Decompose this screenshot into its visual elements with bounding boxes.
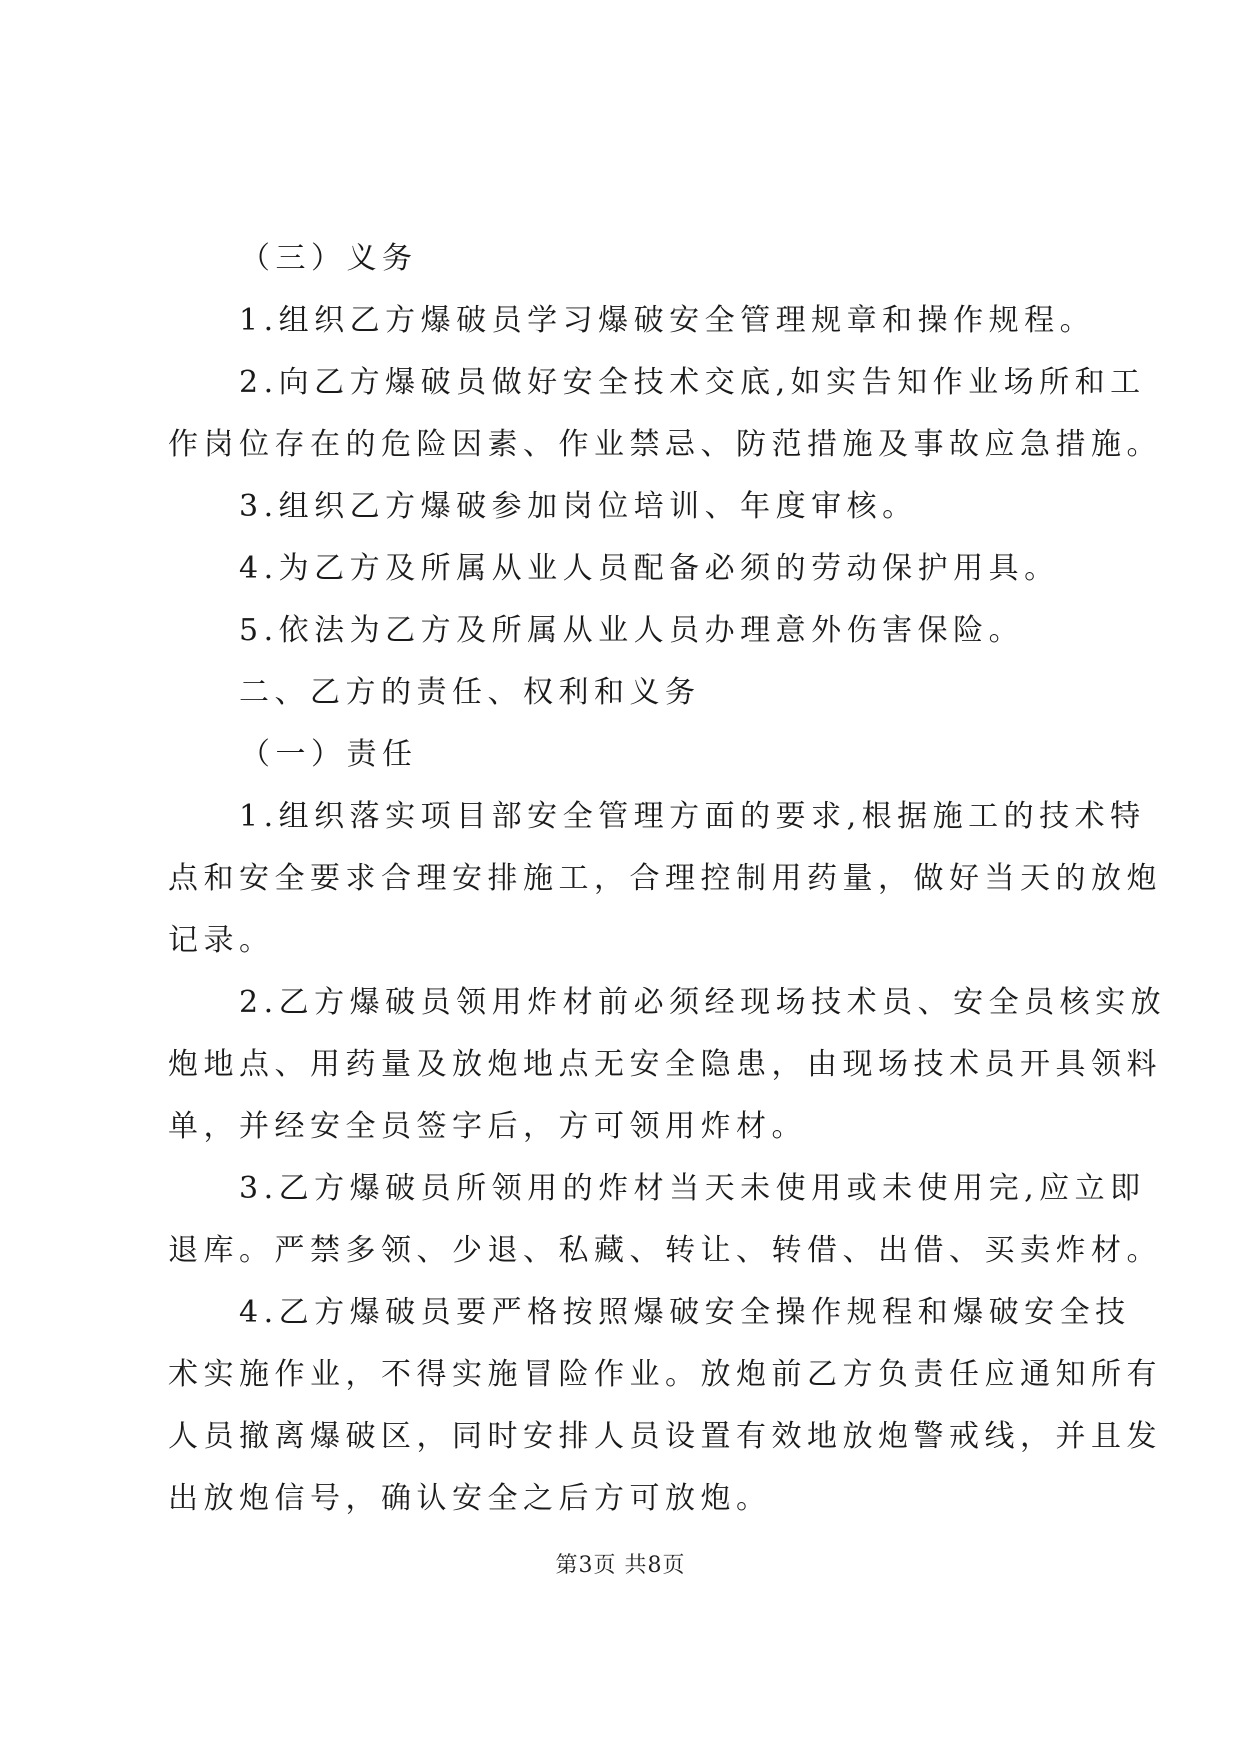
text-line: 3.乙方爆破员所领用的炸材当天未使用或未使用完,应立即 [168, 1171, 1146, 1206]
section-heading-obligations: （三）义务 [240, 241, 418, 276]
document-body [168, 228, 1167, 1530]
text-line: 作岗位存在的危险因素、作业禁忌、防范措施及事故应急措施。 [168, 427, 1162, 462]
text-line: 记录。 [168, 923, 275, 958]
text-line: 术实施作业，不得实施冒险作业。放炮前乙方负责任应通知所有 [168, 1357, 1162, 1392]
text-line: 1.组织乙方爆破员学习爆破安全管理规章和操作规程。 [168, 303, 1096, 338]
text-line: 出放炮信号，确认安全之后方可放炮。 [168, 1481, 772, 1516]
text-line: 人员撤离爆破区，同时安排人员设置有效地放炮警戒线，并且发 [168, 1419, 1162, 1454]
section-heading-party-b: 二、乙方的责任、权利和义务 [168, 675, 701, 710]
text-line: 4.乙方爆破员要严格按照爆破安全操作规程和爆破安全技 [168, 1295, 1131, 1330]
text-line: 炮地点、用药量及放炮地点无安全隐患，由现场技术员开具领料 [168, 1047, 1162, 1082]
page-number-footer: 第3页 共8页 [555, 1553, 686, 1578]
section-heading-responsibilities: （一）责任 [240, 737, 418, 772]
text-line: 1.组织落实项目部安全管理方面的要求,根据施工的技术特 [168, 799, 1146, 834]
text-line: 2.向乙方爆破员做好安全技术交底,如实告知作业场所和工 [168, 365, 1146, 400]
text-line: 3.组织乙方爆破参加岗位培训、年度审核。 [168, 489, 918, 524]
text-line: 2.乙方爆破员领用炸材前必须经现场技术员、安全员核实放 [168, 985, 1167, 1020]
text-line: 单，并经安全员签字后，方可领用炸材。 [168, 1109, 807, 1144]
text-line: 4.为乙方及所属从业人员配备必须的劳动保护用具。 [168, 551, 1060, 586]
text-line: 点和安全要求合理安排施工，合理控制用药量，做好当天的放炮 [168, 861, 1162, 896]
text-line: 5.依法为乙方及所属从业人员办理意外伤害保险。 [168, 613, 1025, 648]
text-line: 退库。严禁多领、少退、私藏、转让、转借、出借、买卖炸材。 [168, 1233, 1162, 1268]
